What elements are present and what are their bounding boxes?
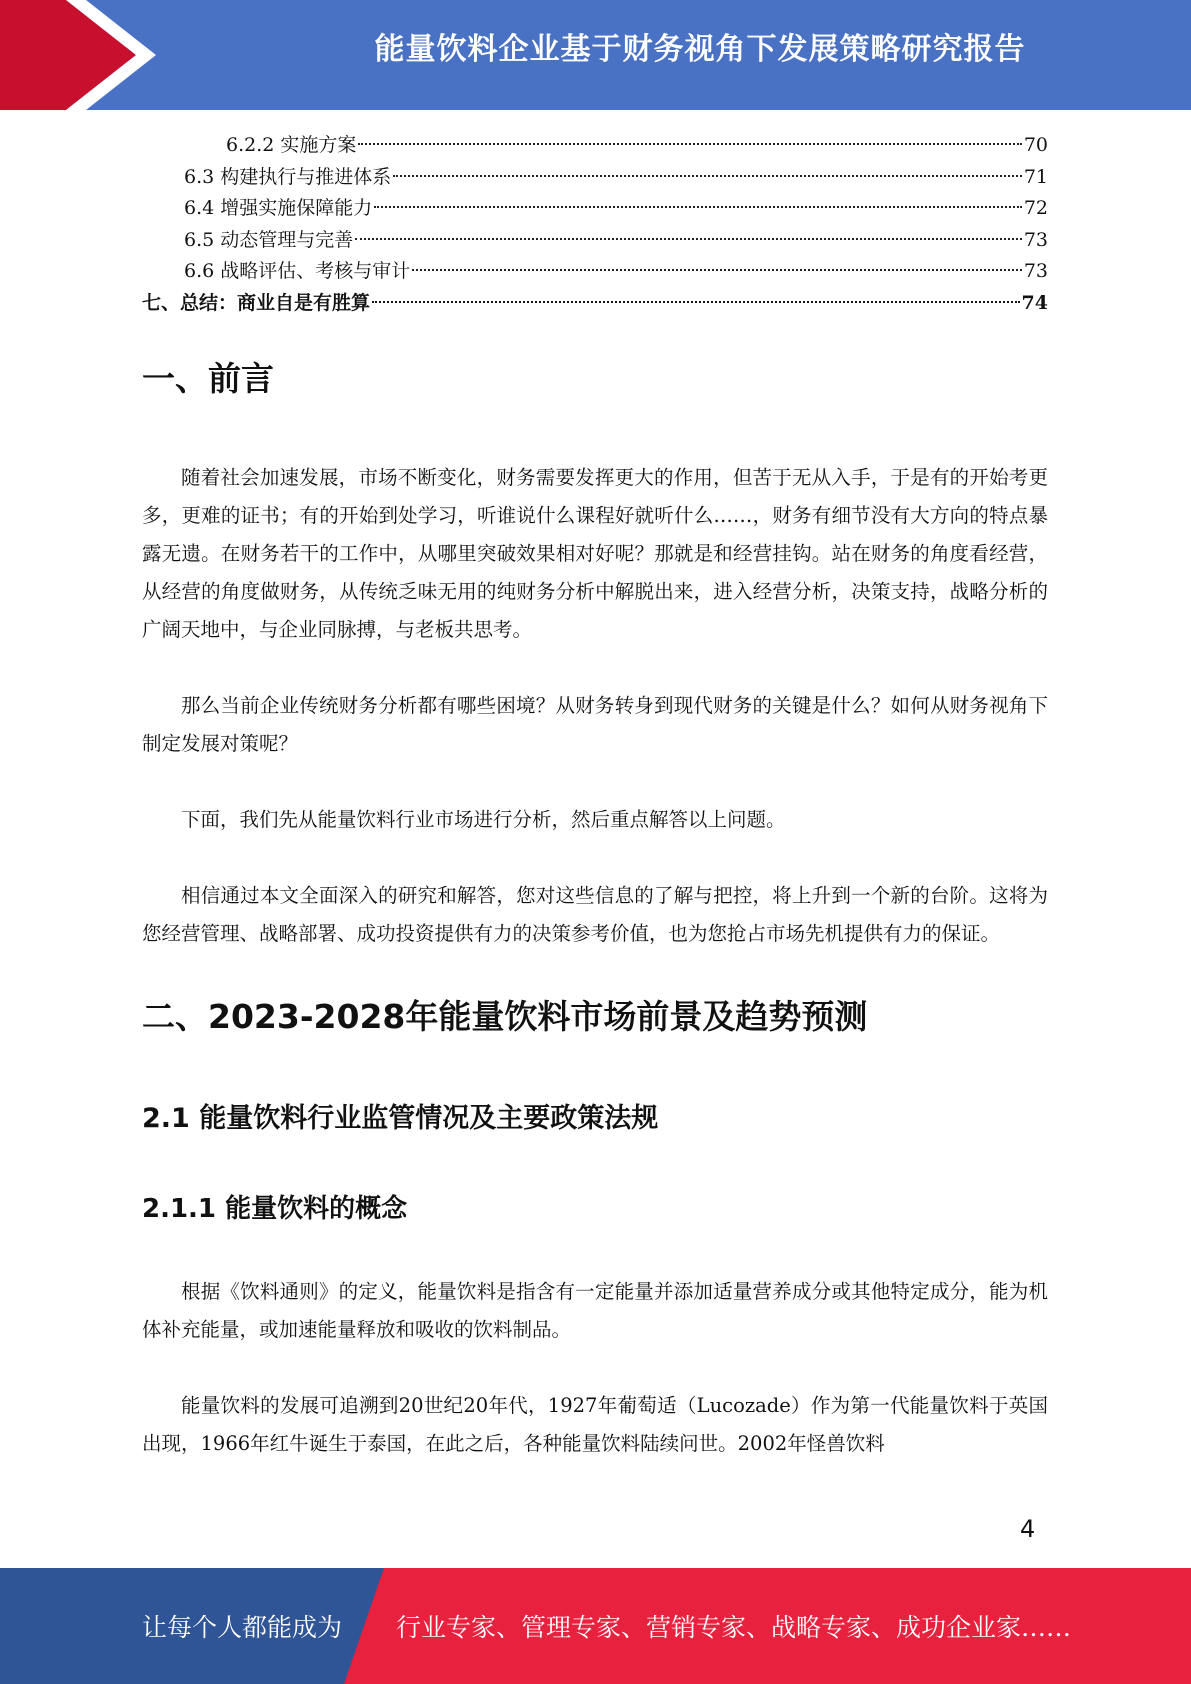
paragraph: 那么当前企业传统财务分析都有哪些困境？从财务转身到现代财务的关键是什么？如何从财务视角下制定发展对策呢？ — [142, 694, 1048, 755]
toc-entry[interactable] — [142, 288, 1048, 320]
toc-number: 6.3 — [184, 165, 215, 188]
toc-title: 增强实施保障能力 — [220, 197, 373, 219]
toc-title: 构建执行与推进体系 — [220, 165, 392, 188]
toc-title: 动态管理与完善 — [220, 228, 354, 251]
paragraph: 根据《饮料通则》的定义，能量饮料是指含有一定能量并添加适量营养成分或其他特定成分，能为机体补充能量，或加速能量释放和吸收的饮料制品。 — [142, 1280, 1048, 1341]
table-of-contents — [142, 130, 1048, 319]
section-heading: 一、前言 — [142, 359, 274, 398]
toc-leader — [358, 143, 1021, 145]
subsection-heading: 2.1 能量饮料行业监管情况及主要政策法规 — [142, 1103, 659, 1134]
toc-number: 6.4 — [184, 197, 215, 219]
toc-leader — [412, 269, 1022, 271]
header-banner — [0, 0, 1191, 110]
toc-page: 73 — [1023, 228, 1048, 251]
toc-leader — [393, 175, 1022, 177]
toc-number: 七、 — [142, 291, 181, 314]
toc-leader — [374, 206, 1022, 208]
section-heading: 二、2023-2028年能量饮料市场前景及趋势预测 — [142, 997, 868, 1036]
toc-entry[interactable] — [142, 193, 1048, 225]
toc-number: 6.2.2 — [226, 134, 275, 156]
toc-title: 实施方案 — [280, 134, 357, 156]
toc-entry[interactable] — [142, 225, 1048, 257]
paragraph: 下面，我们先从能量饮料行业市场进行分析，然后重点解答以上问题。 — [181, 808, 786, 831]
toc-leader — [355, 238, 1022, 240]
toc-entry[interactable] — [142, 130, 1048, 162]
page-number: 4 — [1020, 1515, 1036, 1543]
document-title: 能量饮料企业基于财务视角下发展策略研究报告 — [374, 32, 1026, 67]
footer-slogan-left: 让每个人都能成为 — [142, 1613, 343, 1642]
toc-page: 72 — [1023, 197, 1048, 219]
toc-page: 71 — [1023, 165, 1048, 188]
toc-number: 6.6 — [184, 260, 215, 282]
toc-entry[interactable] — [142, 256, 1048, 288]
footer-banner — [0, 1568, 1191, 1684]
document-body — [142, 355, 1048, 1463]
paragraph: 随着社会加速发展，市场不断变化，财务需要发挥更大的作用，但苦于无从入手，于是有的开始考更多，更难的证书；有的开始到处学习，听谁说什么课程好就听什么……，财务有细节没有大方向的特点暴露无遗。在财务若干的工作中，从哪里突破效果相对好呢？那就是和经营挂钩。站在财务的角度看经营，从经营的角度做财务，从传统乏味无用的纯财务分析中解脱出来，进入经营分析，决策支持，战略分析的广阔天地中，与企业同脉搏，与老板共思考。 — [142, 466, 1048, 641]
toc-page: 74 — [1021, 291, 1048, 314]
subsubsection-heading: 2.1.1 能量饮料的概念 — [142, 1194, 408, 1224]
toc-page: 73 — [1023, 260, 1048, 282]
toc-page: 70 — [1023, 134, 1048, 156]
toc-title: 总结：商业自是有胜算 — [180, 291, 371, 314]
toc-entry[interactable] — [142, 162, 1048, 194]
toc-title: 战略评估、考核与审计 — [220, 260, 411, 282]
toc-leader — [372, 301, 1020, 303]
footer-slogan-right: 行业专家、管理专家、营销专家、战略专家、成功企业家…… — [396, 1613, 1072, 1642]
paragraph: 能量饮料的发展可追溯到20世纪20年代，1927年葡萄适（Lucozade）作为第一代能量饮料于英国出现，1966年红牛诞生于泰国，在此之后，各种能量饮料陆续问世。2002年怪兽饮料 — [142, 1394, 1048, 1455]
toc-number: 6.5 — [184, 228, 215, 251]
paragraph: 相信通过本文全面深入的研究和解答，您对这些信息的了解与把控，将上升到一个新的台阶。这将为您经营管理、战略部署、成功投资提供有力的决策参考价值，也为您抢占市场先机提供有力的保证。 — [142, 884, 1048, 945]
